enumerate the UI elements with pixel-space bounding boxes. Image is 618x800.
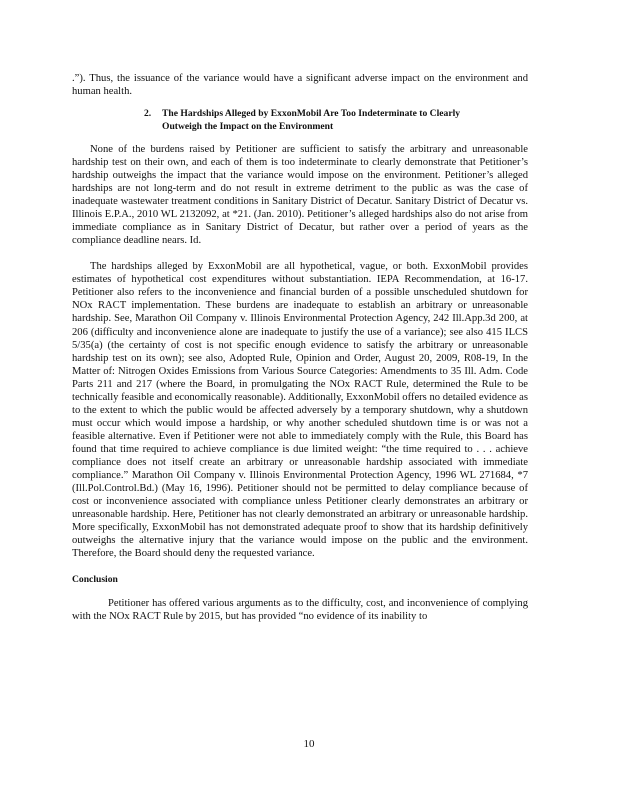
document-page bbox=[72, 72, 528, 623]
section-heading bbox=[72, 108, 528, 133]
paragraph-hardships-alleged: The hardships alleged by ExxonMobil are all hypothetical, vague, or both. ExxonMobil provides estimates of hypothetical cost expenditures without substantiation. IEPA Recommendation, at 16-17. Petitioner also refers to the inconvenience and financial burden of a possible unscheduled shutdown for NOx RACT implementation. These burdens are inadequate to establish an arbitrary or unreasonable hardship. See, Marathon Oil Company v. Illinois Environmental Protection Agency, 242 Ill.App.3d 200, at 206 (difficulty and inconvenience alone are inadequate to justify the use of a variance); see also 415 ILCS 5/35(a) (the certainty of cost is not specific enough evidence to satisfy the arbitrary or unreasonable hardship test on its own); see also, Adopted Rule, Opinion and Order, August 20, 2009, R08-19, In the Matter of: Nitrogen Oxides Emissions from Various Source Categories: Amendments to 35 Ill. Adm. Code Parts 211 and 217 (where the Board, in promulgating the NOx RACT Rule, determined the Rule to be technically feasible and economically reasonable). Additionally, ExxonMobil offers no detailed evidence as to the extent to which the public would be affected adversely by a temporary shutdown, why a shutdown must occur which would impose a hardship, or why another scheduled shutdown time is or was not a feasible alternative. Even if Petitioner were not able to immediately comply with the Rule, this Board has found that time required to achieve compliance is due limited weight: “the time required to . . . achieve compliance does not itself create an arbitrary or unreasonable hardship associated with immediate compliance.” Marathon Oil Company v. Illinois Environmental Protection Agency, 1996 WL 271684, *7 (Ill.Pol.Control.Bd.) (May 16, 1996). Petitioner should not be permitted to delay compliance because of cost or inconvenience associated with compliance unless Petitioner clearly demonstrates an arbitrary or unreasonable hardship. Here, Petitioner has not clearly demonstrated an arbitrary or unreasonable hardship. More specifically, ExxonMobil has not demonstrated adequate proof to show that its hardship definitively outweighs the alternative injury that the variance would impose on the public and the environment. Therefore, the Board should deny the requested variance. bbox=[72, 261, 528, 560]
top-fragment: .”). Thus, the issuance of the variance would have a significant adverse impact on the environment and human health. bbox=[72, 73, 528, 98]
paragraph-hardship-burdens: None of the burdens raised by Petitioner are sufficient to satisfy the arbitrary and unreasonable hardship test on their own, and each of them is too indeterminate to clearly demonstrate that Petitioner’s hardship outweighs the impact that the variance would impose on the environment. Petitioner’s alleged hardships are not long-term and do not result in extreme detriment to the public as was the case of inadequate wastewater treatment conditions in Sanitary District of Decatur. Sanitary District of Decatur vs. Illinois E.P.A., 2010 WL 2132092, at *21. (Jan. 2010). Petitioner’s alleged hardships also do not arise from immediate compliance as in Sanitary District of Decatur, but rather over a period of years as the compliance deadline nears. Id. bbox=[72, 143, 528, 247]
section-number: 2. bbox=[144, 108, 152, 120]
section-heading-line2: Outweigh the Impact on the Environment bbox=[162, 120, 334, 132]
conclusion-heading: Conclusion bbox=[72, 574, 118, 586]
section-heading-line1: The Hardships Alleged by ExxonMobil Are Too Indeterminate to Clearly bbox=[162, 108, 461, 120]
page-number: 10 bbox=[303, 738, 315, 750]
paragraph-gap bbox=[72, 247, 528, 260]
conclusion-paragraph: Petitioner has offered various arguments as to the difficulty, cost, and inconvenience of complying with the NOx RACT Rule by 2015, but has provided “no evidence of its inability to bbox=[72, 598, 528, 623]
